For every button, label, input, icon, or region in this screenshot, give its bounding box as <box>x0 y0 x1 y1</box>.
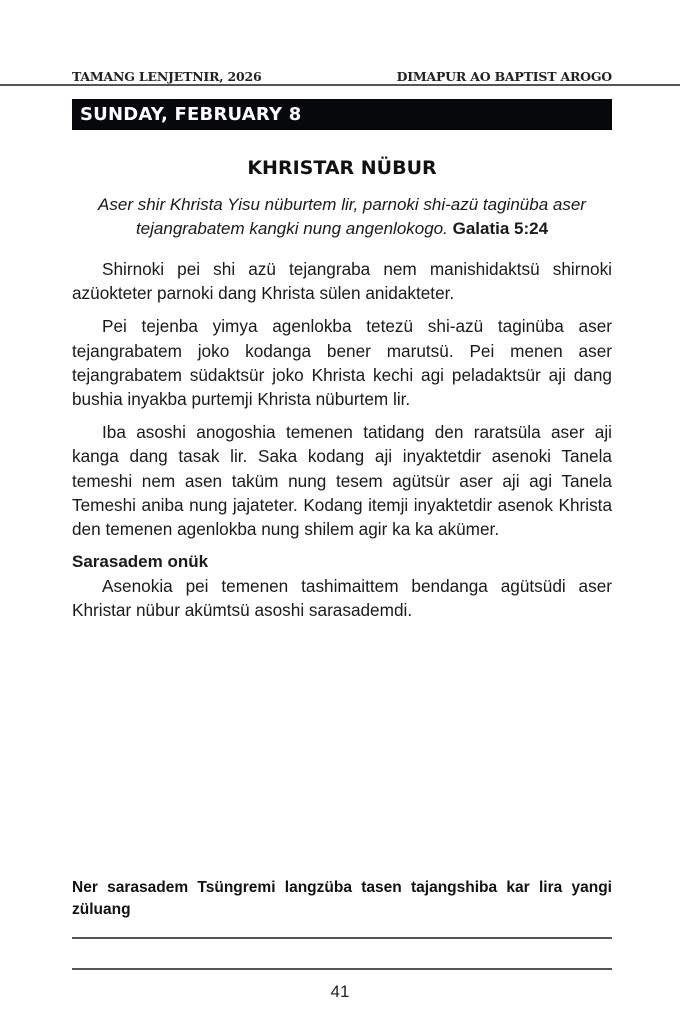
devotion-body <box>72 257 612 632</box>
prayer-text: Asenokia pei temenen tashimaittem bendanga agütsüdi aser Khristar nübur akümtsü asoshi sarasademdi. <box>72 576 612 621</box>
prayer-heading: Sarasadem onük <box>72 552 209 572</box>
verse-text: Aser shir Khrista Yisu nüburtem lir, parnoki shi-azü taginüba aser tejangrabatem kangki nung angenlokogo. <box>98 195 586 238</box>
body-paragraph: Pei tejenba yimya agenlokba tetezü shi-azü taginüba aser tejangrabatem joko kodanga bener marutsü. Pei menen aser tejangrabatem südaktsür joko Khrista kechi agi peladaktsür aji dang bushia inyakba purtemji Khrista nüburtem lir. <box>72 316 612 410</box>
page-number: 41 <box>330 982 350 1001</box>
body-paragraph: Iba asoshi anogoshia temenen tatidang den raratsüla aser aji kanga dang tasak lir. Saka kodang aji inyaktetdir asenoki Tanela temeshi nem asen taküm nung tesem agütsür aser aji agi Tanela Temeshi aniba nung jajateter. Kodang itemji inyaktetdir asenok Khrista den temenen agenlokba nung shilem agir ka ka akümer. <box>72 422 612 540</box>
running-header <box>72 64 612 84</box>
key-verse <box>72 193 612 241</box>
header-left-title: TAMANG LENJETNIR, 2026 <box>72 69 262 84</box>
writing-line <box>72 937 612 939</box>
writing-line <box>72 968 612 970</box>
header-rule <box>0 84 680 86</box>
header-right-title: DIMAPUR AO BAPTIST AROGO <box>396 69 612 84</box>
body-paragraph: Shirnoki pei shi azü tejangraba nem manishidaktsü shirnoki azüokteter parnoki dang Khrista sülen anidakteter. <box>72 259 612 304</box>
reflection-prompt: Ner sarasadem Tsüngremi langzüba tasen tajangshiba kar lira yangi züluang <box>72 879 612 918</box>
date-label: SUNDAY, FEBRUARY 8 <box>80 104 302 125</box>
date-banner <box>72 99 612 130</box>
devotion-title: KHRISTAR NÜBUR <box>247 157 437 179</box>
verse-reference: Galatia 5:24 <box>452 219 549 238</box>
